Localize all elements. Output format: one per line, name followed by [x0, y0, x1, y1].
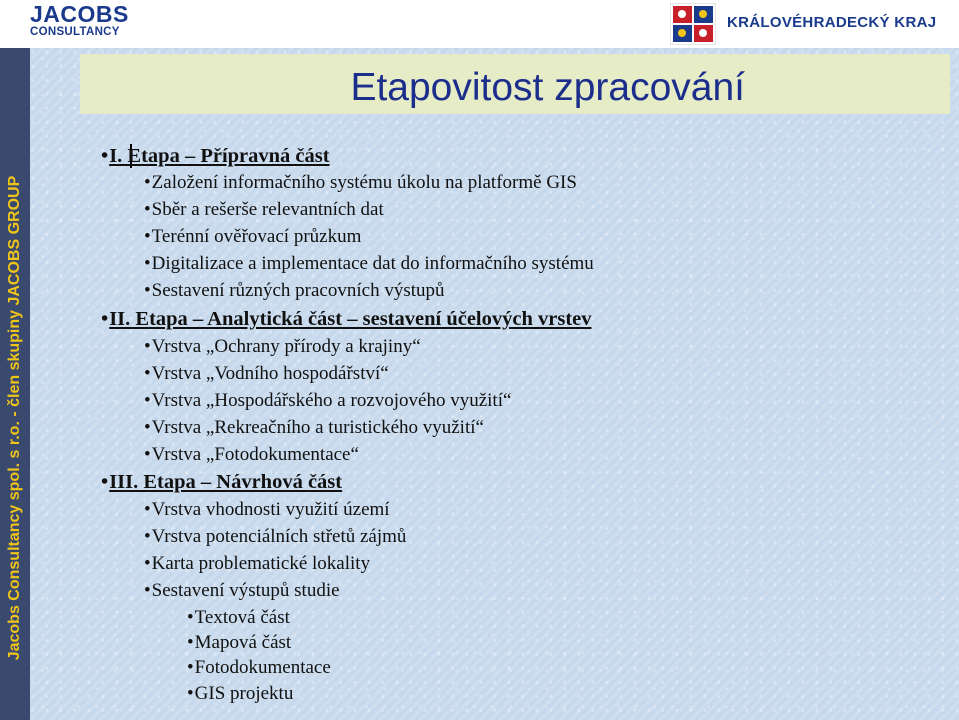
logo-line-2: CONSULTANCY [30, 26, 120, 38]
list-item: • Vrstva „Ochrany přírody a krajiny“ [144, 336, 421, 358]
list-item: • Textová část [187, 607, 290, 629]
slide-area [30, 48, 959, 720]
list-item: • Vrstva „Vodního hospodářství“ [144, 363, 389, 385]
list-item: • Terénní ověřovací průzkum [144, 226, 361, 248]
logo-line-1: JACOBS [30, 1, 129, 27]
title-box [80, 54, 950, 114]
list-item: • GIS projektu [187, 683, 293, 705]
list-item: • Sběr a rešerše relevantních dat [144, 199, 384, 221]
list-item: • Digitalizace a implementace dat do informačního systému [144, 253, 594, 275]
list-item: • Vrstva potenciálních střetů zájmů [144, 526, 406, 548]
list-item: • Mapová část [187, 632, 291, 654]
list-item: • Vrstva „Rekreačního a turistického využití“ [144, 417, 484, 439]
list-item: • Vrstva „Hospodářského a rozvojového využití“ [144, 390, 511, 412]
list-item: • III. Etapa – Návrhová část [101, 471, 342, 494]
list-item: • Fotodokumentace [187, 657, 331, 679]
region-label: KRÁLOVÉHRADECKÝ KRAJ [727, 14, 937, 31]
header-bar [0, 0, 959, 48]
list-item: • Založení informačního systému úkolu na platformě GIS [144, 172, 577, 194]
sidebar-company-text: Jacobs Consultancy spol. s r.o. - člen skupiny JACOBS GROUP [6, 175, 23, 661]
list-item: • Sestavení výstupů studie [144, 580, 340, 602]
list-item: • I. Etapa – Přípravná část [101, 145, 330, 168]
slide-title: Etapovitost zpracování [350, 66, 745, 109]
list-item: • Vrstva „Fotodokumentace“ [144, 444, 359, 466]
jacobs-logo [30, 3, 134, 41]
list-item: • Vrstva vhodnosti využití území [144, 499, 390, 521]
region-crest-icon [670, 3, 716, 45]
list-item: • II. Etapa – Analytická část – sestavení účelových vrstev [101, 308, 592, 331]
sidebar [0, 48, 30, 720]
list-item: • Sestavení různých pracovních výstupů [144, 280, 445, 302]
list-item: • Karta problematické lokality [144, 553, 370, 575]
